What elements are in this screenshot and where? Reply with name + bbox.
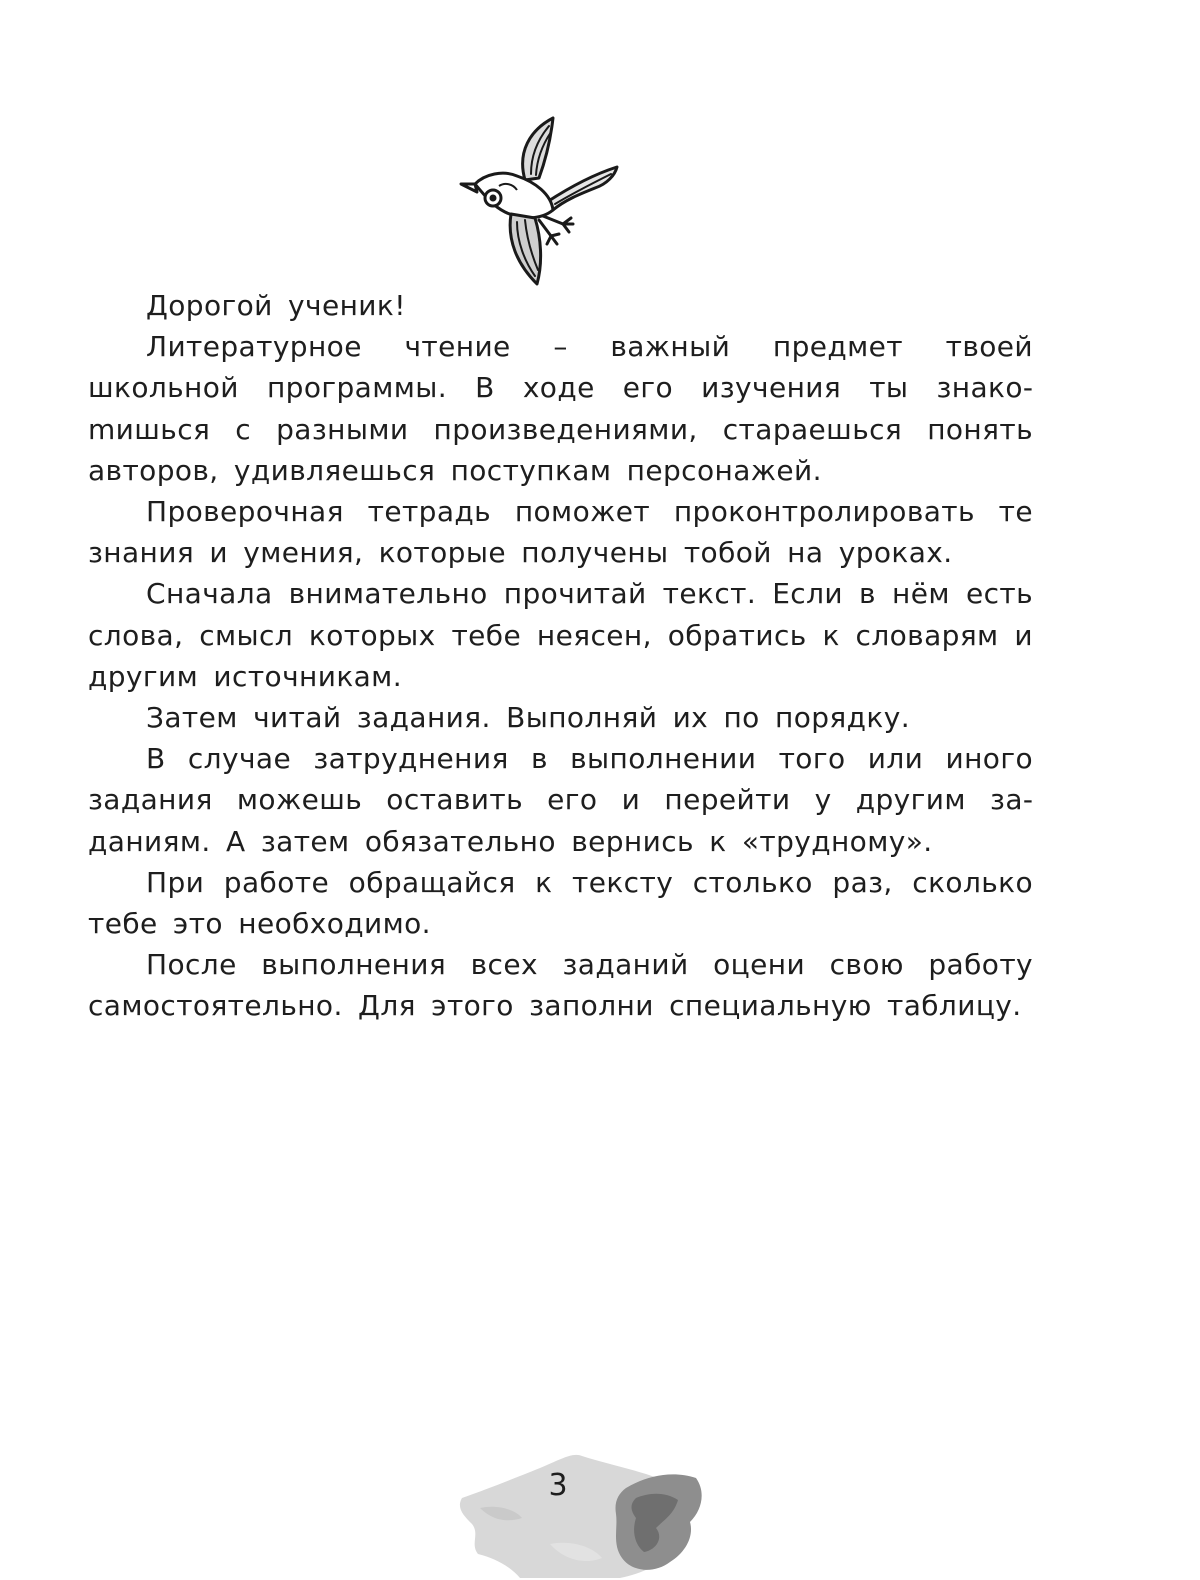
paragraph-read-text: Сначала внимательно прочитай текст. Если в нём есть слова, смысл которых тебе неясен, обратись к словарям и другим источникам. (88, 577, 1033, 693)
intro-text (88, 285, 1033, 1027)
paragraph-refer-text: При работе обращайся к тексту столько раз, сколько тебе это необходимо. (88, 865, 1033, 941)
greeting-paragraph: Дорогой ученик! (146, 289, 406, 322)
paragraph-subject: Литературное чтение – важный предмет твоей школьной программы. В ходе его изучения ты знакоmишься с разными произведениями, стараешься понять авторов, удивляешься поступкам персонажей. (88, 330, 1033, 487)
page-number: 3 (548, 1468, 568, 1503)
paragraph-difficulty: В случае затруднения в выполнении того или иного задания можешь оставить его и перейти у другим заданиям. А затем обязательно вернись к «трудному». (88, 742, 1033, 858)
paragraph-workbook: Проверочная тетрадь поможет проконтролировать те знания и умения, которые получены тобой на уроках. (88, 495, 1033, 570)
paragraph-self-assess: После выполнения всех заданий оцени свою работу самостоятельно. Для этого заполни специальную таблицу. (88, 948, 1033, 1023)
paragraph-read-tasks: Затем читай задания. Выполняй их по порядку. (146, 701, 910, 735)
bird-icon (455, 112, 625, 292)
